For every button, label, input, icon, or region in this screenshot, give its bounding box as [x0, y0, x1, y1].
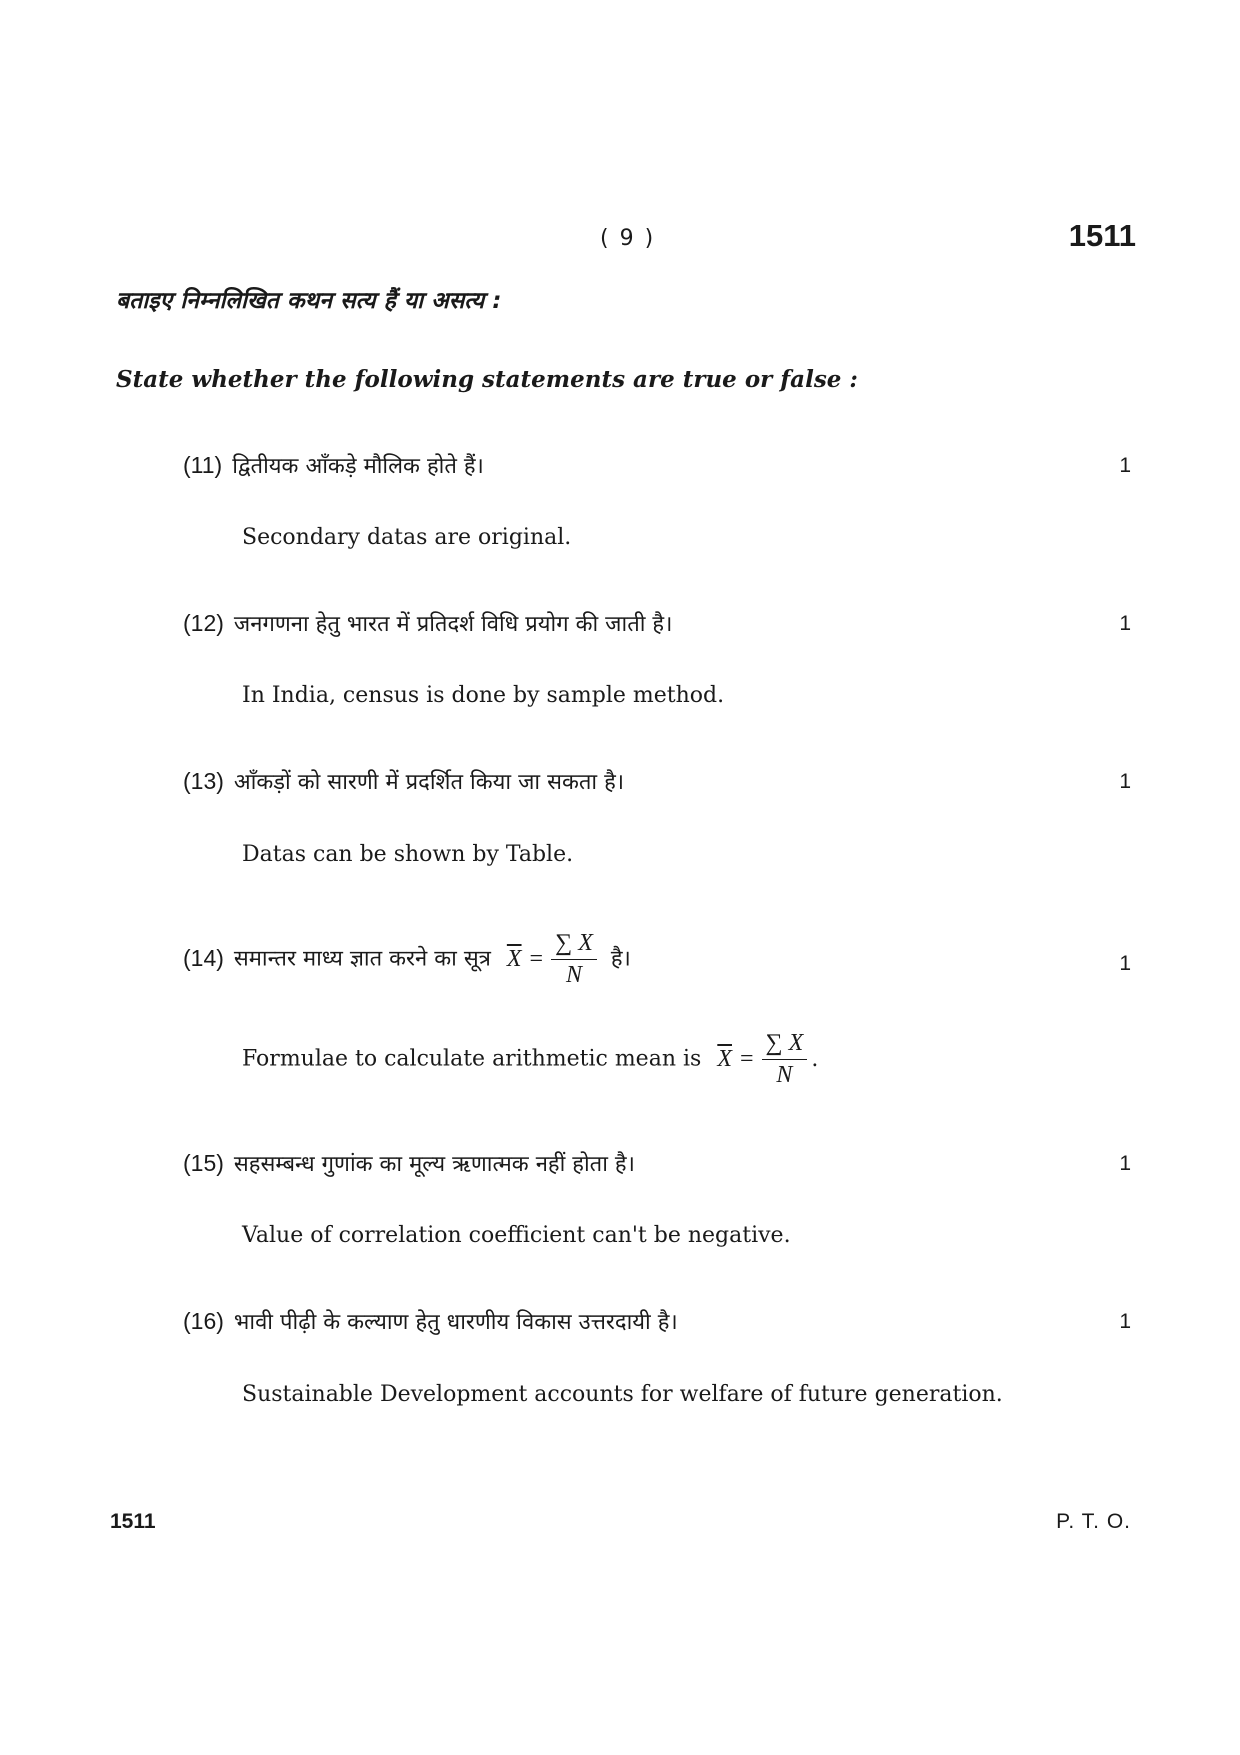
- formula-fraction: [551, 930, 597, 989]
- formula-numerator-var: X: [578, 930, 593, 956]
- question-12-english: In India, census is done by sample method.: [242, 683, 725, 708]
- question-13-marks: 1: [1119, 770, 1131, 793]
- sigma-symbol: ∑: [765, 1030, 783, 1056]
- instruction-hindi: बताइए निम्नलिखित कथन सत्य हैं या असत्य :: [116, 288, 502, 314]
- question-text-hindi-end: है।: [610, 946, 631, 972]
- question-15-english: Value of correlation coefficient can't be negative.: [242, 1223, 791, 1248]
- paper-code-footer: 1511: [110, 1510, 156, 1533]
- question-text-hindi: सहसम्बन्ध गुणांक का मूल्य ऋणात्मक नहीं होता है।: [233, 1152, 635, 1177]
- paper-code-header: 1511: [1068, 218, 1136, 253]
- question-text-english: Formulae to calculate arithmetic mean is: [242, 1046, 702, 1072]
- question-text-hindi: भावी पीढ़ी के कल्याण हेतु धारणीय विकास उत्तरदायी है।: [233, 1310, 678, 1335]
- question-number: (11): [183, 452, 223, 478]
- question-text-hindi: द्वितीयक आँकड़े मौलिक होते हैं।: [232, 454, 484, 479]
- formula-numerator: [551, 930, 597, 960]
- question-14-hindi: [183, 930, 631, 989]
- question-15-marks: 1: [1119, 1152, 1131, 1175]
- page-number: ( 9 ): [600, 226, 656, 251]
- pto-label: P. T. O.: [1056, 1510, 1131, 1533]
- question-14-marks: 1: [1119, 952, 1131, 975]
- formula-denominator: N: [776, 1062, 793, 1088]
- question-number: (15): [183, 1150, 224, 1176]
- formula-x-bar: $\overline{X}$: [717, 1046, 732, 1072]
- question-16-hindi: [183, 1306, 678, 1336]
- question-15-hindi: [183, 1148, 635, 1178]
- question-14-english: [242, 1030, 818, 1089]
- question-11-marks: 1: [1119, 454, 1131, 477]
- question-16-marks: 1: [1119, 1310, 1131, 1333]
- formula-x-bar: $\overline{X}$: [506, 946, 522, 972]
- mean-formula: [717, 1030, 807, 1089]
- question-text-hindi: आँकड़ों को सारणी में प्रदर्शित किया जा सकता है।: [233, 770, 625, 795]
- question-number: (14): [183, 944, 224, 971]
- instruction-english: State whether the following statements are true or false :: [116, 366, 858, 393]
- formula-fraction: [762, 1030, 808, 1089]
- question-text-hindi: जनगणना हेतु भारत में प्रतिदर्श विधि प्रयोग की जाती है।: [233, 612, 673, 637]
- question-number: (12): [183, 610, 224, 636]
- question-text-english-end: .: [811, 1046, 819, 1072]
- question-13-hindi: [183, 766, 624, 796]
- question-13-english: Datas can be shown by Table.: [242, 842, 574, 867]
- question-12-hindi: [183, 608, 672, 638]
- formula-equals: =: [529, 946, 544, 972]
- sigma-symbol: ∑: [555, 930, 573, 956]
- question-number: (16): [183, 1308, 224, 1334]
- question-16-english: Sustainable Development accounts for welfare of future generation.: [242, 1382, 1003, 1407]
- question-number: (13): [183, 768, 224, 794]
- question-12-marks: 1: [1119, 612, 1131, 635]
- formula-numerator-var: X: [788, 1030, 804, 1056]
- question-11-english: Secondary datas are original.: [242, 525, 572, 550]
- formula-denominator: N: [565, 962, 582, 988]
- mean-formula: [507, 930, 597, 989]
- formula-numerator: [762, 1030, 808, 1060]
- question-11-hindi: [183, 450, 484, 480]
- formula-equals: =: [739, 1046, 754, 1072]
- question-text-hindi: समान्तर माध्य ज्ञात करने का सूत्र: [233, 946, 491, 972]
